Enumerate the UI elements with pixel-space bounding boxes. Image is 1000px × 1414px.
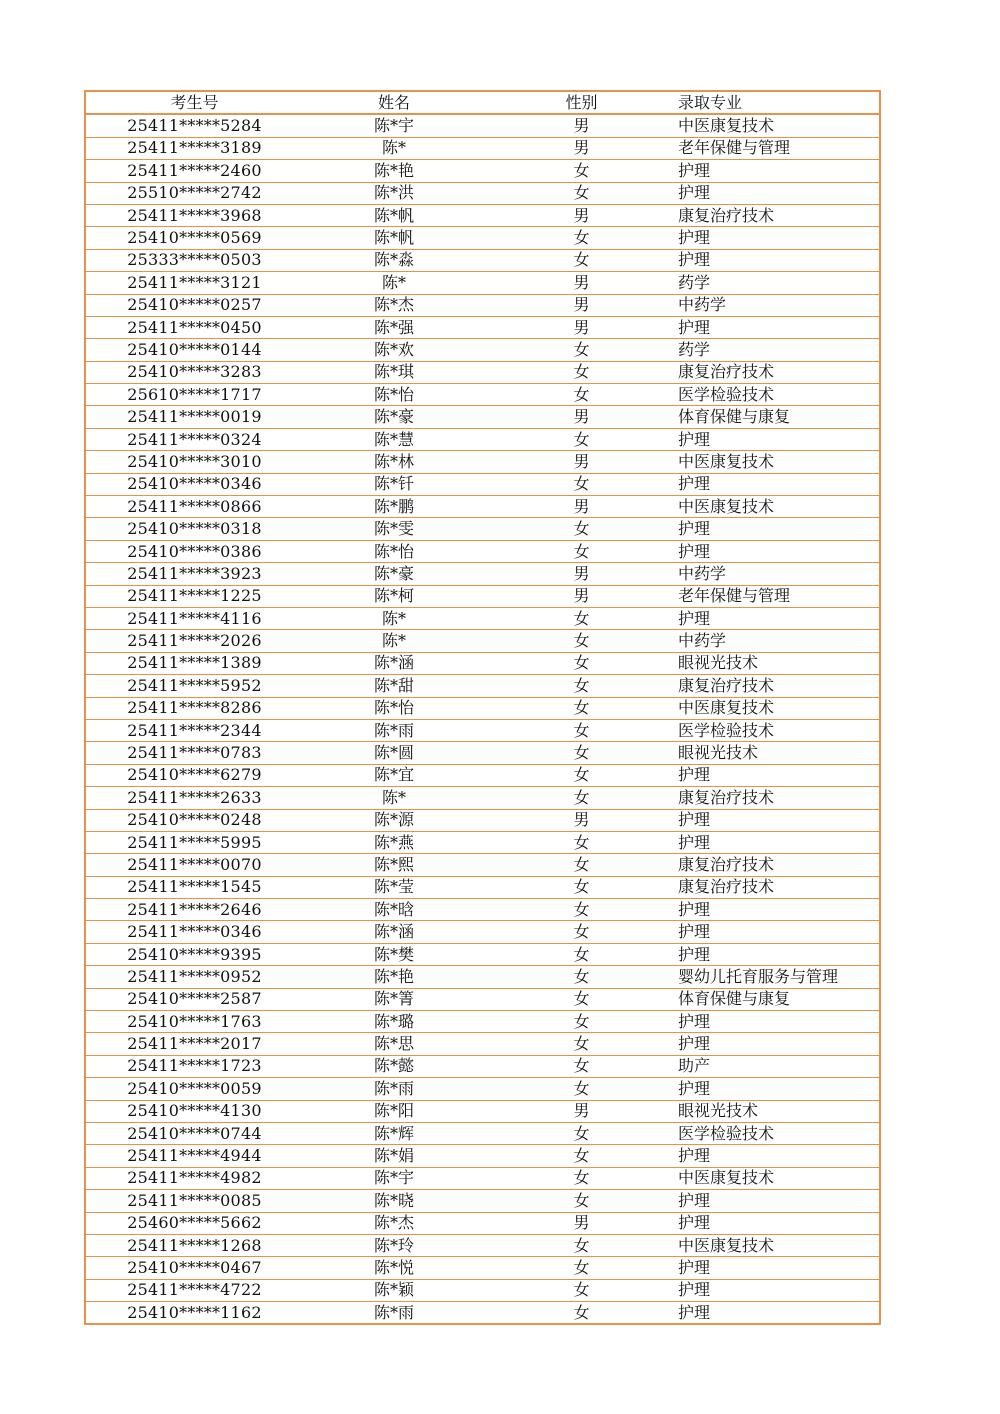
name-cell: 陈*悦 — [303, 1257, 485, 1279]
name-cell: 陈*雨 — [303, 1078, 485, 1100]
candidate-id-cell: 25410*****0569 — [85, 227, 303, 249]
major-cell: 中药学 — [678, 563, 880, 585]
candidate-id-cell: 25410*****4130 — [85, 1100, 303, 1122]
major-cell: 护理 — [678, 1145, 880, 1167]
name-cell: 陈*豪 — [303, 563, 485, 585]
gender-cell: 男 — [485, 1212, 678, 1234]
name-cell: 陈*鹏 — [303, 496, 485, 518]
table-row — [85, 675, 880, 697]
major-cell: 康复治疗技术 — [678, 204, 880, 226]
name-cell: 陈*璐 — [303, 1011, 485, 1033]
candidate-id-cell: 25411*****0783 — [85, 742, 303, 764]
major-cell: 护理 — [678, 249, 880, 271]
gender-cell: 女 — [485, 943, 678, 965]
candidate-id-cell: 25410*****0318 — [85, 518, 303, 540]
gender-cell: 女 — [485, 1234, 678, 1256]
gender-cell: 男 — [485, 585, 678, 607]
name-cell: 陈*欢 — [303, 339, 485, 361]
name-cell: 陈*钎 — [303, 473, 485, 495]
candidate-id-cell: 25411*****4982 — [85, 1167, 303, 1189]
name-cell: 陈*帆 — [303, 227, 485, 249]
table-row — [85, 1212, 880, 1234]
table-row — [85, 988, 880, 1010]
major-cell: 护理 — [678, 518, 880, 540]
table-row — [85, 1257, 880, 1279]
table-row — [85, 899, 880, 921]
major-cell: 医学检验技术 — [678, 1122, 880, 1144]
gender-cell: 女 — [485, 473, 678, 495]
major-cell: 中医康复技术 — [678, 114, 880, 137]
major-cell: 体育保健与康复 — [678, 988, 880, 1010]
candidate-id-cell: 25411*****4944 — [85, 1145, 303, 1167]
table-row — [85, 361, 880, 383]
table-row — [85, 854, 880, 876]
name-cell: 陈*宇 — [303, 114, 485, 137]
candidate-id-cell: 25411*****1545 — [85, 876, 303, 898]
candidate-id-cell: 25410*****0386 — [85, 540, 303, 562]
gender-cell: 女 — [485, 1302, 678, 1325]
table-row — [85, 742, 880, 764]
major-cell: 康复治疗技术 — [678, 787, 880, 809]
major-cell: 中药学 — [678, 630, 880, 652]
major-cell: 老年保健与管理 — [678, 137, 880, 159]
header-row — [85, 91, 880, 114]
table-row — [85, 921, 880, 943]
major-cell: 护理 — [678, 227, 880, 249]
candidate-id-cell: 25410*****0346 — [85, 473, 303, 495]
candidate-id-cell: 25410*****0467 — [85, 1257, 303, 1279]
name-cell: 陈*怡 — [303, 697, 485, 719]
major-cell: 护理 — [678, 473, 880, 495]
major-cell: 中医康复技术 — [678, 697, 880, 719]
major-cell: 护理 — [678, 160, 880, 182]
table-row — [85, 1167, 880, 1189]
name-cell: 陈*林 — [303, 451, 485, 473]
name-cell: 陈*豪 — [303, 406, 485, 428]
table-row — [85, 1145, 880, 1167]
gender-cell: 女 — [485, 719, 678, 741]
gender-cell: 男 — [485, 1100, 678, 1122]
major-cell: 中医康复技术 — [678, 451, 880, 473]
candidate-id-cell: 25410*****0144 — [85, 339, 303, 361]
gender-cell: 女 — [485, 1257, 678, 1279]
gender-cell: 女 — [485, 1011, 678, 1033]
table-row — [85, 204, 880, 226]
name-cell: 陈*娟 — [303, 1145, 485, 1167]
candidate-id-cell: 25411*****0070 — [85, 854, 303, 876]
table-row — [85, 316, 880, 338]
name-cell: 陈*帆 — [303, 204, 485, 226]
candidate-id-cell: 25411*****8286 — [85, 697, 303, 719]
gender-cell: 女 — [485, 249, 678, 271]
name-cell: 陈*艳 — [303, 160, 485, 182]
name-cell: 陈*熙 — [303, 854, 485, 876]
candidate-id-cell: 25411*****3189 — [85, 137, 303, 159]
candidate-id-cell: 25410*****3010 — [85, 451, 303, 473]
candidate-id-cell: 25410*****6279 — [85, 764, 303, 786]
candidate-id-cell: 25411*****0346 — [85, 921, 303, 943]
table-row — [85, 1033, 880, 1055]
major-cell: 康复治疗技术 — [678, 361, 880, 383]
table-row — [85, 1011, 880, 1033]
table-row — [85, 630, 880, 652]
name-cell: 陈* — [303, 607, 485, 629]
gender-cell: 女 — [485, 1279, 678, 1301]
name-cell: 陈*晗 — [303, 899, 485, 921]
candidate-id-cell: 25411*****0324 — [85, 428, 303, 450]
table-row — [85, 473, 880, 495]
table-row — [85, 1078, 880, 1100]
candidate-id-cell: 25411*****4722 — [85, 1279, 303, 1301]
gender-cell: 女 — [485, 1033, 678, 1055]
name-cell: 陈*雨 — [303, 1302, 485, 1325]
candidate-id-cell: 25411*****2646 — [85, 899, 303, 921]
major-cell: 康复治疗技术 — [678, 876, 880, 898]
candidate-id-cell: 25411*****3121 — [85, 272, 303, 294]
candidate-id-cell: 25411*****2026 — [85, 630, 303, 652]
major-cell: 中医康复技术 — [678, 1167, 880, 1189]
candidate-id-cell: 25610*****1717 — [85, 384, 303, 406]
name-cell: 陈*燕 — [303, 831, 485, 853]
name-cell: 陈* — [303, 630, 485, 652]
major-cell: 护理 — [678, 182, 880, 204]
candidate-id-cell: 25411*****1723 — [85, 1055, 303, 1077]
major-cell: 护理 — [678, 943, 880, 965]
table-row — [85, 607, 880, 629]
header-gender: 性别 — [485, 91, 678, 114]
candidate-id-cell: 25411*****3923 — [85, 563, 303, 585]
candidate-id-cell: 25411*****0866 — [85, 496, 303, 518]
name-cell: 陈*莹 — [303, 876, 485, 898]
candidate-id-cell: 25410*****0257 — [85, 294, 303, 316]
name-cell: 陈*宜 — [303, 764, 485, 786]
name-cell: 陈*强 — [303, 316, 485, 338]
gender-cell: 女 — [485, 227, 678, 249]
major-cell: 护理 — [678, 831, 880, 853]
table-row — [85, 943, 880, 965]
table-row — [85, 249, 880, 271]
gender-cell: 女 — [485, 339, 678, 361]
name-cell: 陈*阳 — [303, 1100, 485, 1122]
name-cell: 陈*圆 — [303, 742, 485, 764]
candidate-id-cell: 25411*****1225 — [85, 585, 303, 607]
major-cell: 体育保健与康复 — [678, 406, 880, 428]
name-cell: 陈*雨 — [303, 719, 485, 741]
gender-cell: 男 — [485, 451, 678, 473]
gender-cell: 男 — [485, 272, 678, 294]
major-cell: 中医康复技术 — [678, 1234, 880, 1256]
major-cell: 护理 — [678, 921, 880, 943]
candidate-id-cell: 25411*****5995 — [85, 831, 303, 853]
gender-cell: 男 — [485, 137, 678, 159]
candidate-id-cell: 25411*****5284 — [85, 114, 303, 137]
table-row — [85, 1122, 880, 1144]
name-cell: 陈*怡 — [303, 540, 485, 562]
table-row — [85, 428, 880, 450]
name-cell: 陈*洪 — [303, 182, 485, 204]
table-row — [85, 384, 880, 406]
name-cell: 陈*涵 — [303, 652, 485, 674]
gender-cell: 女 — [485, 1167, 678, 1189]
name-cell: 陈*杰 — [303, 294, 485, 316]
gender-cell: 男 — [485, 114, 678, 137]
major-cell: 医学检验技术 — [678, 719, 880, 741]
name-cell: 陈*柯 — [303, 585, 485, 607]
gender-cell: 女 — [485, 1122, 678, 1144]
candidate-id-cell: 25411*****2017 — [85, 1033, 303, 1055]
candidate-id-cell: 25410*****9395 — [85, 943, 303, 965]
gender-cell: 女 — [485, 966, 678, 988]
name-cell: 陈*樊 — [303, 943, 485, 965]
table-row — [85, 339, 880, 361]
gender-cell: 男 — [485, 496, 678, 518]
gender-cell: 女 — [485, 854, 678, 876]
gender-cell: 女 — [485, 675, 678, 697]
table-row — [85, 294, 880, 316]
table-row — [85, 764, 880, 786]
name-cell: 陈*甜 — [303, 675, 485, 697]
name-cell: 陈*杰 — [303, 1212, 485, 1234]
table-row — [85, 406, 880, 428]
table-row — [85, 787, 880, 809]
table-row — [85, 540, 880, 562]
table-row — [85, 496, 880, 518]
table-row — [85, 585, 880, 607]
major-cell: 护理 — [678, 1279, 880, 1301]
table-row — [85, 114, 880, 137]
name-cell: 陈*涵 — [303, 921, 485, 943]
name-cell: 陈*慧 — [303, 428, 485, 450]
table-row — [85, 451, 880, 473]
gender-cell: 女 — [485, 518, 678, 540]
candidate-id-cell: 25410*****3283 — [85, 361, 303, 383]
gender-cell: 女 — [485, 428, 678, 450]
name-cell: 陈*晓 — [303, 1190, 485, 1212]
major-cell: 护理 — [678, 1011, 880, 1033]
gender-cell: 女 — [485, 652, 678, 674]
name-cell: 陈*艳 — [303, 966, 485, 988]
table-row — [85, 518, 880, 540]
major-cell: 中药学 — [678, 294, 880, 316]
table-row — [85, 160, 880, 182]
name-cell: 陈*箐 — [303, 988, 485, 1010]
table-row — [85, 1190, 880, 1212]
major-cell: 护理 — [678, 1190, 880, 1212]
major-cell: 眼视光技术 — [678, 1100, 880, 1122]
header-name: 姓名 — [303, 91, 485, 114]
candidate-id-cell: 25411*****1389 — [85, 652, 303, 674]
candidate-id-cell: 25410*****0059 — [85, 1078, 303, 1100]
gender-cell: 女 — [485, 1078, 678, 1100]
candidate-id-cell: 25411*****2344 — [85, 719, 303, 741]
major-cell: 助产 — [678, 1055, 880, 1077]
table-row — [85, 809, 880, 831]
candidate-id-cell: 25411*****2460 — [85, 160, 303, 182]
name-cell: 陈*懿 — [303, 1055, 485, 1077]
name-cell: 陈* — [303, 137, 485, 159]
major-cell: 医学检验技术 — [678, 384, 880, 406]
table-row — [85, 697, 880, 719]
gender-cell: 女 — [485, 697, 678, 719]
gender-cell: 女 — [485, 361, 678, 383]
major-cell: 康复治疗技术 — [678, 854, 880, 876]
gender-cell: 女 — [485, 182, 678, 204]
candidate-id-cell: 25411*****1268 — [85, 1234, 303, 1256]
major-cell: 婴幼儿托育服务与管理 — [678, 966, 880, 988]
gender-cell: 女 — [485, 540, 678, 562]
major-cell: 护理 — [678, 1212, 880, 1234]
header-candidate-id: 考生号 — [85, 91, 303, 114]
major-cell: 护理 — [678, 1257, 880, 1279]
table-row — [85, 182, 880, 204]
candidate-id-cell: 25411*****5952 — [85, 675, 303, 697]
candidate-id-cell: 25411*****0952 — [85, 966, 303, 988]
gender-cell: 女 — [485, 1055, 678, 1077]
candidate-id-cell: 25410*****1162 — [85, 1302, 303, 1325]
table-row — [85, 1234, 880, 1256]
header-major: 录取专业 — [678, 91, 880, 114]
candidate-id-cell: 25460*****5662 — [85, 1212, 303, 1234]
gender-cell: 女 — [485, 876, 678, 898]
major-cell: 老年保健与管理 — [678, 585, 880, 607]
name-cell: 陈* — [303, 787, 485, 809]
name-cell: 陈*颖 — [303, 1279, 485, 1301]
name-cell: 陈*辉 — [303, 1122, 485, 1144]
table-row — [85, 1055, 880, 1077]
gender-cell: 女 — [485, 899, 678, 921]
gender-cell: 女 — [485, 1145, 678, 1167]
table-row — [85, 719, 880, 741]
major-cell: 护理 — [678, 316, 880, 338]
major-cell: 护理 — [678, 607, 880, 629]
major-cell: 康复治疗技术 — [678, 675, 880, 697]
gender-cell: 男 — [485, 316, 678, 338]
table-row — [85, 652, 880, 674]
major-cell: 护理 — [678, 1302, 880, 1325]
major-cell: 眼视光技术 — [678, 652, 880, 674]
table-row — [85, 563, 880, 585]
gender-cell: 女 — [485, 787, 678, 809]
gender-cell: 女 — [485, 831, 678, 853]
gender-cell: 男 — [485, 406, 678, 428]
table-row — [85, 1100, 880, 1122]
candidate-id-cell: 25410*****0744 — [85, 1122, 303, 1144]
gender-cell: 男 — [485, 563, 678, 585]
name-cell: 陈*宇 — [303, 1167, 485, 1189]
gender-cell: 女 — [485, 384, 678, 406]
candidate-id-cell: 25411*****0019 — [85, 406, 303, 428]
gender-cell: 女 — [485, 742, 678, 764]
major-cell: 护理 — [678, 809, 880, 831]
table-row — [85, 1279, 880, 1301]
admission-table — [84, 90, 881, 1325]
gender-cell: 女 — [485, 607, 678, 629]
gender-cell: 女 — [485, 921, 678, 943]
gender-cell: 女 — [485, 1190, 678, 1212]
candidate-id-cell: 25411*****4116 — [85, 607, 303, 629]
major-cell: 眼视光技术 — [678, 742, 880, 764]
name-cell: 陈*玲 — [303, 1234, 485, 1256]
gender-cell: 男 — [485, 204, 678, 226]
table-row — [85, 966, 880, 988]
gender-cell: 男 — [485, 294, 678, 316]
name-cell: 陈* — [303, 272, 485, 294]
candidate-id-cell: 25411*****0450 — [85, 316, 303, 338]
major-cell: 中医康复技术 — [678, 496, 880, 518]
name-cell: 陈*思 — [303, 1033, 485, 1055]
gender-cell: 女 — [485, 160, 678, 182]
table-row — [85, 272, 880, 294]
gender-cell: 女 — [485, 764, 678, 786]
table-row — [85, 227, 880, 249]
candidate-id-cell: 25410*****1763 — [85, 1011, 303, 1033]
major-cell: 护理 — [678, 1033, 880, 1055]
name-cell: 陈*琪 — [303, 361, 485, 383]
major-cell: 药学 — [678, 339, 880, 361]
major-cell: 护理 — [678, 764, 880, 786]
candidate-id-cell: 25410*****2587 — [85, 988, 303, 1010]
name-cell: 陈*源 — [303, 809, 485, 831]
table-row — [85, 876, 880, 898]
gender-cell: 女 — [485, 988, 678, 1010]
table-row — [85, 1302, 880, 1325]
candidate-id-cell: 25411*****0085 — [85, 1190, 303, 1212]
candidate-id-cell: 25411*****2633 — [85, 787, 303, 809]
candidate-id-cell: 25510*****2742 — [85, 182, 303, 204]
candidate-id-cell: 25410*****0248 — [85, 809, 303, 831]
table-row — [85, 831, 880, 853]
name-cell: 陈*雯 — [303, 518, 485, 540]
table-row — [85, 137, 880, 159]
candidate-id-cell: 25411*****3968 — [85, 204, 303, 226]
major-cell: 护理 — [678, 899, 880, 921]
gender-cell: 男 — [485, 809, 678, 831]
name-cell: 陈*淼 — [303, 249, 485, 271]
major-cell: 护理 — [678, 540, 880, 562]
major-cell: 护理 — [678, 1078, 880, 1100]
major-cell: 药学 — [678, 272, 880, 294]
gender-cell: 女 — [485, 630, 678, 652]
candidate-id-cell: 25333*****0503 — [85, 249, 303, 271]
name-cell: 陈*怡 — [303, 384, 485, 406]
major-cell: 护理 — [678, 428, 880, 450]
